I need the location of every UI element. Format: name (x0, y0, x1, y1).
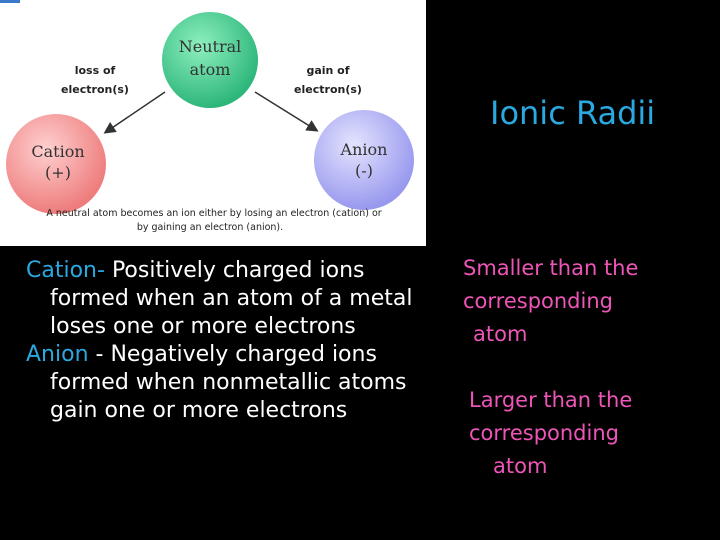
gain-label-2: electron(s) (294, 83, 362, 96)
anion-text: - Negatively charged ions formed when nonmetallic atoms gain one or more electrons (50, 342, 407, 423)
definitions-block (26, 257, 426, 425)
neutral-label: Neutral (178, 37, 242, 56)
anion-term: Anion (26, 342, 89, 367)
cation-term: Cation- (26, 258, 105, 283)
anion-circle (314, 110, 414, 210)
loss-label: loss of (74, 64, 116, 77)
cation-sign: (+) (45, 163, 71, 182)
corner-mark (0, 0, 20, 3)
anion-size-line-2: corresponding (469, 421, 619, 445)
caption-line-1: A neutral atom becomes an ion either by losing an electron (cation) or (46, 208, 382, 219)
anion-size-note (469, 384, 632, 483)
caption-line-2: by gaining an electron (anion). (136, 222, 284, 233)
gain-label: gain of (306, 64, 350, 77)
anion-definition (26, 341, 426, 425)
anion-size-line-3: atom (493, 454, 548, 478)
anion-sign: (-) (355, 161, 373, 180)
cation-text: Positively charged ions formed when an atom of a metal loses one or more electrons (50, 258, 413, 339)
cation-size-note (463, 252, 638, 351)
ion-formation-diagram (0, 0, 426, 246)
cation-size-line-2: corresponding (463, 289, 613, 313)
anion-size-line-1: Larger than the (469, 388, 633, 412)
loss-label-2: electron(s) (61, 83, 129, 96)
cation-size-line-3: atom (473, 322, 528, 346)
gain-arrow (255, 92, 316, 130)
cation-label: Cation (31, 142, 85, 161)
cation-definition (26, 257, 426, 341)
neutral-label-2: atom (189, 60, 231, 79)
loss-arrow (106, 92, 165, 132)
slide-title: Ionic Radii (490, 94, 656, 132)
diagram-svg (0, 0, 426, 246)
cation-size-line-1: Smaller than the (463, 256, 639, 280)
anion-label: Anion (340, 140, 388, 159)
